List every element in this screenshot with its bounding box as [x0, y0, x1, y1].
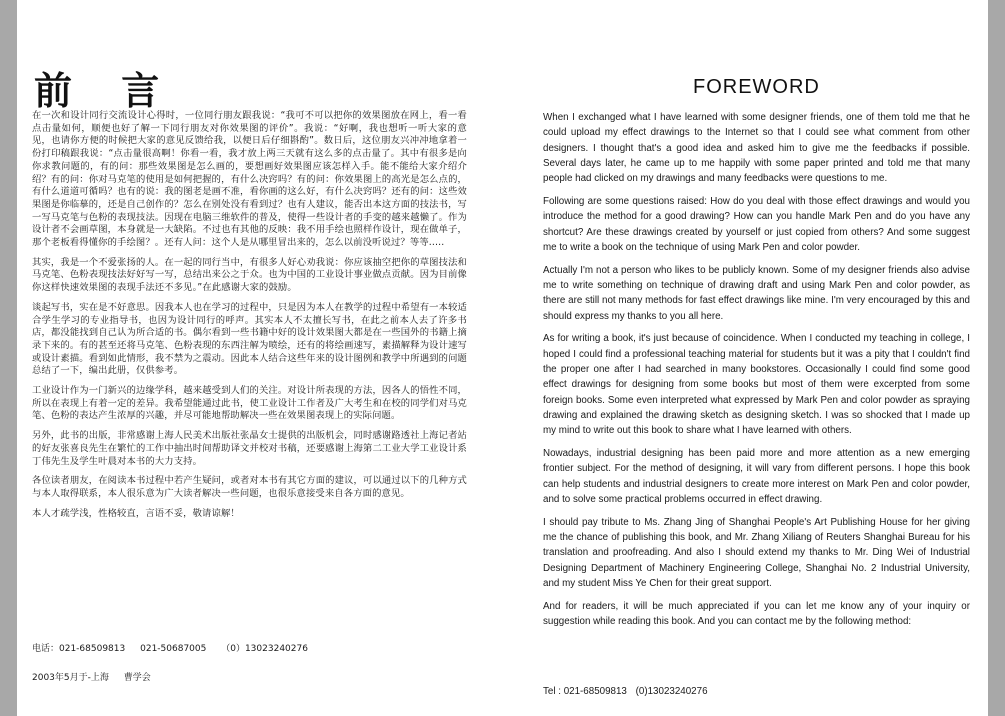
english-paragraph-7: And for readers, it will be much appreciated if you can let me know any of your inquiry or suggestion while reading this book. And you can contact me by the following method: [543, 600, 970, 627]
chinese-paragraph-6: 各位读者朋友，在阅读本书过程中若产生疑问，或者对本书有其它方面的建议，可以通过以下的几种方式与本人取得联系，本人很乐意为广大读者解决一些问题，也很乐意接受来自各方面的意见。 [32, 475, 467, 499]
chinese-date-place: 2003年5月于-上海 [32, 673, 109, 683]
chinese-paragraph-3: 谈起写书，实在是不好意思。因我本人也在学习的过程中，只是因为本人在教学的过程中希望有一本较适合学生学习的专业指导书，也因为设计同行的呼声。其实本人不太擅长写书，在此之前本人去了许多书店，都没能找到自己认为所合适的书。偶尔看到一些书籍中好的设计效果图大都是在一些国外的书籍上摘录下来的。有的甚至还将马克笔、色粉表现的东西注解为喷绘，还有的将绘画速写，素描解释为设计速写或设计素描。看到如此情形，我不禁为之震动。因此本人结合这些年来的设计图例和教学中所遇到的问题总结了一下，编出此册，仅供参考。 [32, 301, 467, 377]
english-paragraph-6: I should pay tribute to Ms. Zhang Jing of Shanghai People's Art Publishing House for her giving me the chance of publishing this book, and Mr. Zhang Xiliang of Reuters Shanghai Bureau for his translation and proofreading. And also I should extend my thanks to Mr. Ding Wei of Industrial Designing Department of Machinery Engineering College, Shanghai No. 2 Industrial University, and my student Miss Ye Chen for their great support. [543, 516, 970, 589]
english-tel: Tel : 021-68509813 [543, 686, 627, 697]
chinese-body [32, 110, 467, 527]
chinese-contact-line [32, 643, 320, 655]
english-paragraph-3: Actually I'm not a person who likes to be publicly known. Some of my designer friends also advise me to write something on technique of drawing draft and using Mark Pen and color powder, as there are still not many methods for fast effect drawings like mine. I'm very encouraged by this and should express my thanks to you all here. [543, 264, 970, 322]
english-foreword-page [543, 76, 970, 706]
chinese-paragraph-2: 其实，我是一个不爱张扬的人。在一起的同行当中，有很多人好心劝我说：你应该抽空把你的草图技法和马克笔、色粉表现技法好好写一写，总结出来公之于众。也为中国的工业设计事业做点贡献。因为目前像你这样快速效果图的表现手法还不多见。”在此感谢大家的鼓励。 [32, 256, 467, 294]
chinese-paragraph-1: 在一次和设计同行交流设计心得时，一位同行朋友跟我说：“我可不可以把你的效果图放在网上，看一看点击量如何，顺便也好了解一下同行朋友对你效果图的评价”。我说：“好啊，我也想听一听大家的意见，也请你方便的时候把大家的意见反馈给我，以便日后仔细斟酌”。数日后，这位朋友兴冲冲地拿着一份打印稿跟我说：“点击量很高啊！你看一看，我才放上两三天就有这么多的点击量了。其中有很多是向你求教问题的，有的问：那些效果图是怎么画的，要想画好效果图应该怎样入手。能不能给大家介绍介绍？有的问：你对马克笔的使用是如何把握的，有什么决窍吗？有的问：你效果图上的高光是怎么点的，有什么道道可循吗？也有的说：我的图老是画不准，看你画的这么好，有什么决窍吗？还有的问：这些效果图是你临摹的，还是自己创作的？怎么在别处没有看到过？也有人建议，能否出本这方面的技法书，写一写马克笔与色粉的表现技法。因现在电脑三维软件的普及，使得一些设计者的手变的越来越懒了。作为设计者不会画草图，本身就是一大缺陷。不过也有其他的反映：我不用手绘也照样作设计，现在做单子，那个老板看得懂你的手绘图？。还有人问：这个人是从哪里冒出来的，怎么以前没听说过？等等..... [32, 110, 467, 249]
english-paragraph-4: As for writing a book, it's just because of coincidence. When I conducted my teaching in college, I hoped I could find a professional teaching material for students but it was a pity that I couldn't find the proper one after I had searched in many bookstores. Occasionally I could find some good effect drawings for designing from some books but most of them were excerpted from some foreign books. Some even interpreted what expressed by Mark Pen and color powder as spraying drawing and explained the drawing sketch as designing sketch. I was so shocked that I made up my mind to write out this book to share what I have learned with others. [543, 333, 970, 437]
left-page-edge [0, 0, 17, 716]
chinese-signature-line [32, 672, 163, 684]
chinese-title: 前 言 [34, 68, 178, 113]
english-paragraph-1: When I exchanged what I have learned with some designer friends, one of them told me that he could upload my effect drawings to the Internet so that I could see what comment from other designers. I thought that's a good idea and asked him to give me the feedbacks if possible. Several days later, he came up to me happily with some paper printed and told me that many people had clicked on my drawings and many feedbacks were questions to me. [543, 112, 970, 185]
chinese-phone-2: 021-50687005 [140, 644, 207, 654]
english-mobile: (0)13023240276 [635, 686, 708, 697]
english-title: FOREWORD [693, 76, 820, 98]
chinese-foreword-page [32, 60, 467, 710]
english-contact-line [543, 686, 714, 697]
chinese-paragraph-7: 本人才疏学浅，性格较直，言语不妥，敬请谅解！ [32, 507, 240, 519]
chinese-author: 曹学会 [123, 673, 151, 683]
english-paragraph-5: Nowadays, industrial designing has been paid more and more attention as a new emerging frontier subject. For the method of designing, it will vary from different persons. I hope this book can help students and industrial designers to create more interest on Mark Pen and color powder, and to solve some practical problems occurred in effect drawing. [543, 447, 970, 505]
chinese-phone-1: 电话：021-68509813 [32, 644, 126, 654]
english-paragraph-2: Following are some questions raised: How do you deal with those effect drawings and would you introduce the method for a good drawing? How can you handle Mark Pen and do you have any shortcut? Are these drawings created by yourself or just copied from others? And some suggest me to write a book on the technique of using Mark Pen and color powder. [543, 195, 970, 253]
right-page-edge [988, 0, 1005, 716]
chinese-paragraph-5: 另外，此书的出版，非常感谢上海人民美术出版社张晶女士提供的出版机会，同时感谢路透社上海记者站的好友张喜良先生在繁忙的工作中抽出时间帮助译文并校对书稿，还要感谢上海第二工业大学工业设计系丁伟先生及学生叶晨对本书的大力支持。 [32, 430, 467, 467]
english-body [543, 110, 970, 637]
chinese-mobile: （0）13023240276 [221, 644, 308, 654]
chinese-paragraph-4: 工业设计作为一门新兴的边缘学科，越来越受到人们的关注。对设计所表现的方法，因各人的悟性不同，所以在表现上有着一定的差异。我希望能通过此书，使工业设计工作者及广大考生和在校的同学们对马克笔、色粉的表达产生浓厚的兴趣，并尽可能地帮助解决一些在效果图表现上的实际问题。 [32, 385, 467, 422]
